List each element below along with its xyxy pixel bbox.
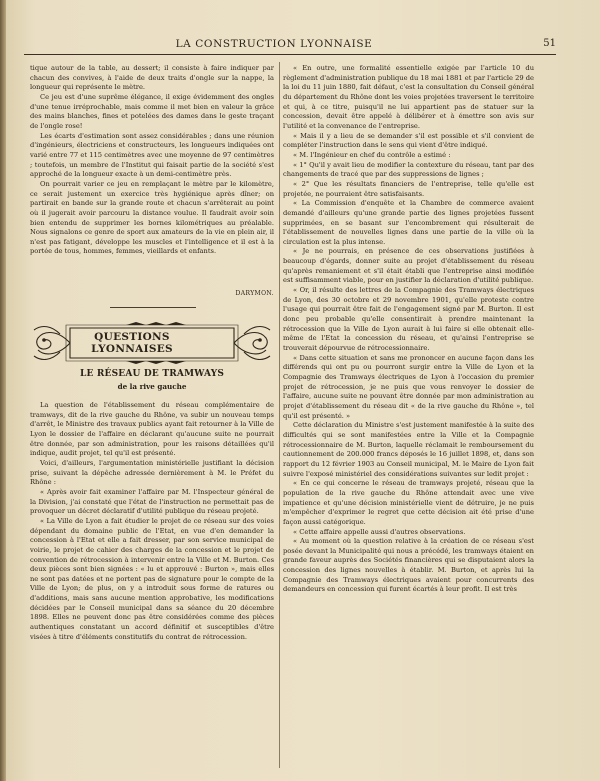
paragraph: Cette déclaration du Ministre s'est justement manifestée à la suite des difficultés qui se sont manifestées entre la Ville et la Compagnie rétrocessionnaire de M. Burton, laquelle réclamait le remboursement du cautionnement de 200.000 francs déposés le 16 juillet 1898, et, dans son rapport du 12 février 1903 au Conseil municipal, M. le Maire de Lyon fait suivre l'exposé ministériel des considérations suivantes sur ledit projet : <box>283 421 534 478</box>
paragraph: La question de l'établissement du réseau complémentaire de tramways, dit de la rive gauche du Rhône, va subir un nouveau temps d'arrêt, le Ministre des travaux publics ayant fait retourner à la Ville de Lyon le dossier de l'affaire en déclarant qu'aucune suite ne pourrait être donnée, par son administration, pour les raisons détaillées qu'il indique, audit projet, tel qu'il est présenté. <box>30 401 274 458</box>
paragraph: « M. l'Ingénieur en chef du contrôle a estimé : <box>293 150 451 159</box>
paragraph: « La Commission d'enquête et la Chambre de commerce avaient demandé d'ailleurs qu'une grande partie des lignes projetées fussent supprimées, en se basant sur l'encombrement qui résulterait de l'établissement de nouvelles lignes dans une partie de la ville où la circulation est la plus intense. <box>283 199 534 246</box>
left-column-top <box>30 64 274 257</box>
paragraph: Voici, d'ailleurs, l'argumentation ministérielle justifiant la décision prise, suivant la dépêche adressée dernièrement à M. le Préfet du Rhône : <box>30 458 274 487</box>
paragraph: « Mais il y a lieu de se demander s'il est possible et s'il convient de compléter l'instruction dans le sens qui vient d'être indiqué. <box>283 131 534 150</box>
section-banner-title: QUESTIONS LYONNAISES <box>91 331 173 355</box>
section-separator <box>110 307 196 309</box>
article-title: LE RÉSEAU DE TRAMWAYS <box>79 369 225 379</box>
column-divider <box>279 62 280 768</box>
author-signature: DARYMON. <box>235 290 274 297</box>
paragraph: « Cette affaire appelle aussi d'autres observations. <box>293 527 466 536</box>
right-column <box>283 64 534 768</box>
paragraph: Les écarts d'estimation sont assez considérables ; dans une réunion d'ingénieurs, électriciens et constructeurs, les longueurs indiquées ont varié entre 77 et 115 centimètres avec une moyenne de 97 centimètres ; toutefois, un membre de l'Institut qui faisait partie de la société s'est approché de la longueur exacte à un demi-centimètre près. <box>30 131 274 179</box>
paragraph: « 2° Que les résultats financiers de l'entreprise, telle qu'elle est projetée, ne pourraient être satisfaisants. <box>283 179 534 198</box>
paragraph: « 1° Qu'il y avait lieu de modifier la contexture du réseau, tant par des changements de tracé que par des suppressions de lignes ; <box>283 160 534 179</box>
paragraph: « En outre, une formalité essentielle exigée par l'article 10 du règlement d'administration publique du 18 mai 1881 et par l'article 29 de la loi du 11 juin 1880, fait défaut, c'est la consultation du Conseil général du département du Rhône dont les voies projetées traversent le territoire et qui, à ce titre, puisqu'il ne lui appartient pas de statuer sur la concession, devait être appelé à délibérer et à émettre son avis sur l'utilité et la convenance de l'entreprise. <box>283 64 534 130</box>
paragraph: « Or, il résulte des lettres de la Compagnie des Tramways électriques de Lyon, des 30 octobre et 29 novembre 1901, qu'elle proteste contre l'usage qui pourrait être fait de l'engagement signé par M. Burton. Il est donc peu probable qu'elle consentirait à prendre maintenant la rétrocession que la Ville de Lyon aurait à lui faire si elle obtenait elle-même de l'Etat la concession du réseau, et qu'ainsi l'entreprise se trouverait dépourvue de rétrocessionnaire. <box>283 286 534 353</box>
paragraph: On pourrait varier ce jeu en remplaçant le mètre par le kilomètre, ce serait justement un exercice très hygiénique après dîner; on partirait en bande sur la grande route et chacun s'arrêterait au point où il jugerait avoir parcouru la distance voulue. Il faudrait avoir soin bien entendu de supprimer les bornes kilométriques au préalable. Nous signalons ce genre de sport aux amateurs de la vie en plein air, il n'est pas fatigant, développe les muscles et l'intelligence et il est à la portée de tous, hommes, femmes, vieillards et enfants. <box>30 179 274 256</box>
paragraph: tique autour de la table, au dessert; il consiste à faire indiquer par chacun des convives, à l'aide de deux traits d'ongle sur la nappe, la longueur qui représente le mètre. <box>30 64 274 92</box>
page-binding-edge <box>0 0 6 781</box>
paragraph: « Je ne pourrais, en présence de ces observations justifiées à beaucoup d'égards, donner suite au projet d'établissement du réseau qu'après remaniement et s'il était établi que l'entreprise ainsi modifiée est suffisamment viable, pour en justifier la déclaration d'utilité publique. <box>283 247 534 285</box>
paragraph: « Dans cette situation et sans me prononcer en aucune façon dans les différends qui ont pu ou pourront surgir entre la Ville de Lyon et la Compagnie des Tramways électriques de Lyon à l'occasion du premier projet de rétrocession, je ne puis que vous renvoyer le dossier de l'affaire, aucune suite ne pouvant être donnée par mon administration au projet d'établissement du réseau dit « de la rive gauche du Rhône », tel qu'il est présenté. » <box>283 353 534 420</box>
page-number: 51 <box>543 38 556 49</box>
article-subtitle: de la rive gauche <box>117 382 187 391</box>
left-column-article <box>30 401 274 768</box>
paragraph: Ce jeu est d'une suprême élégance, il exige évidemment des ongles d'une tenue irréprochable, mais comme il met bien en valeur la grâce des mains blanches, fines et potelées des dames dans le geste traçant de l'ongle rose! <box>30 92 274 130</box>
paragraph: « La Ville de Lyon a fait étudier le projet de ce réseau sur des voies dépendant du domaine public de l'Etat, en vue d'en demander la concession à l'Etat et elle a fait dresser, par son service municipal de voirie, le projet de cahier des charges de la concession et le projet de convention de rétrocession à intervenir entre la Ville et M. Burton. Ces deux pièces sont bien signées : « lu et approuvé : Burton », mais elles ne sont pas datées et ne portent pas de signature pour le compte de la Ville de Lyon; de plus, on y a introduit sous forme de ratures ou d'additions, mais sans aucune mention approbative, les modifications décidées par le Conseil municipal dans sa séance du 20 décembre 1898. Elles ne peuvent donc pas être considérées comme des pièces authentiques constatant un accord définitif et susceptibles d'être visées à titre d'éléments constitutifs du contrat de rétrocession. <box>30 516 274 641</box>
running-head-title: LA CONSTRUCTION LYONNAISE <box>175 38 373 50</box>
paragraph: « Au moment où la question relative à la création de ce réseau s'est posée devant la Municipalité qui nous a précédé, les tramways étaient en grande faveur auprès des Sociétés financières qui se disputaient alors la concession des lignes nouvelles à établir. M. Burton, et après lui la Compagnie des Tramways électriques avaient pour concurrents des demandeurs en concession qui furent écartés à leur profit. Il est très <box>283 537 534 594</box>
header-rule <box>24 54 556 57</box>
paragraph: « En ce qui concerne le réseau de tramways projeté, réseau que la population de la rive gauche du Rhône attendait avec une vive impatience et qu'une décision ministérielle vient de détruire, je ne puis m'empêcher d'exprimer le regret que cette décision ait été prise d'une façon aussi catégorique. <box>283 479 534 526</box>
paragraph: « Après avoir fait examiner l'affaire par M. l'Inspecteur général de la Division, j'ai constaté que l'état de l'instruction ne permettait pas de provoquer un décret déclaratif d'utilité publique du réseau projeté. <box>30 487 274 516</box>
